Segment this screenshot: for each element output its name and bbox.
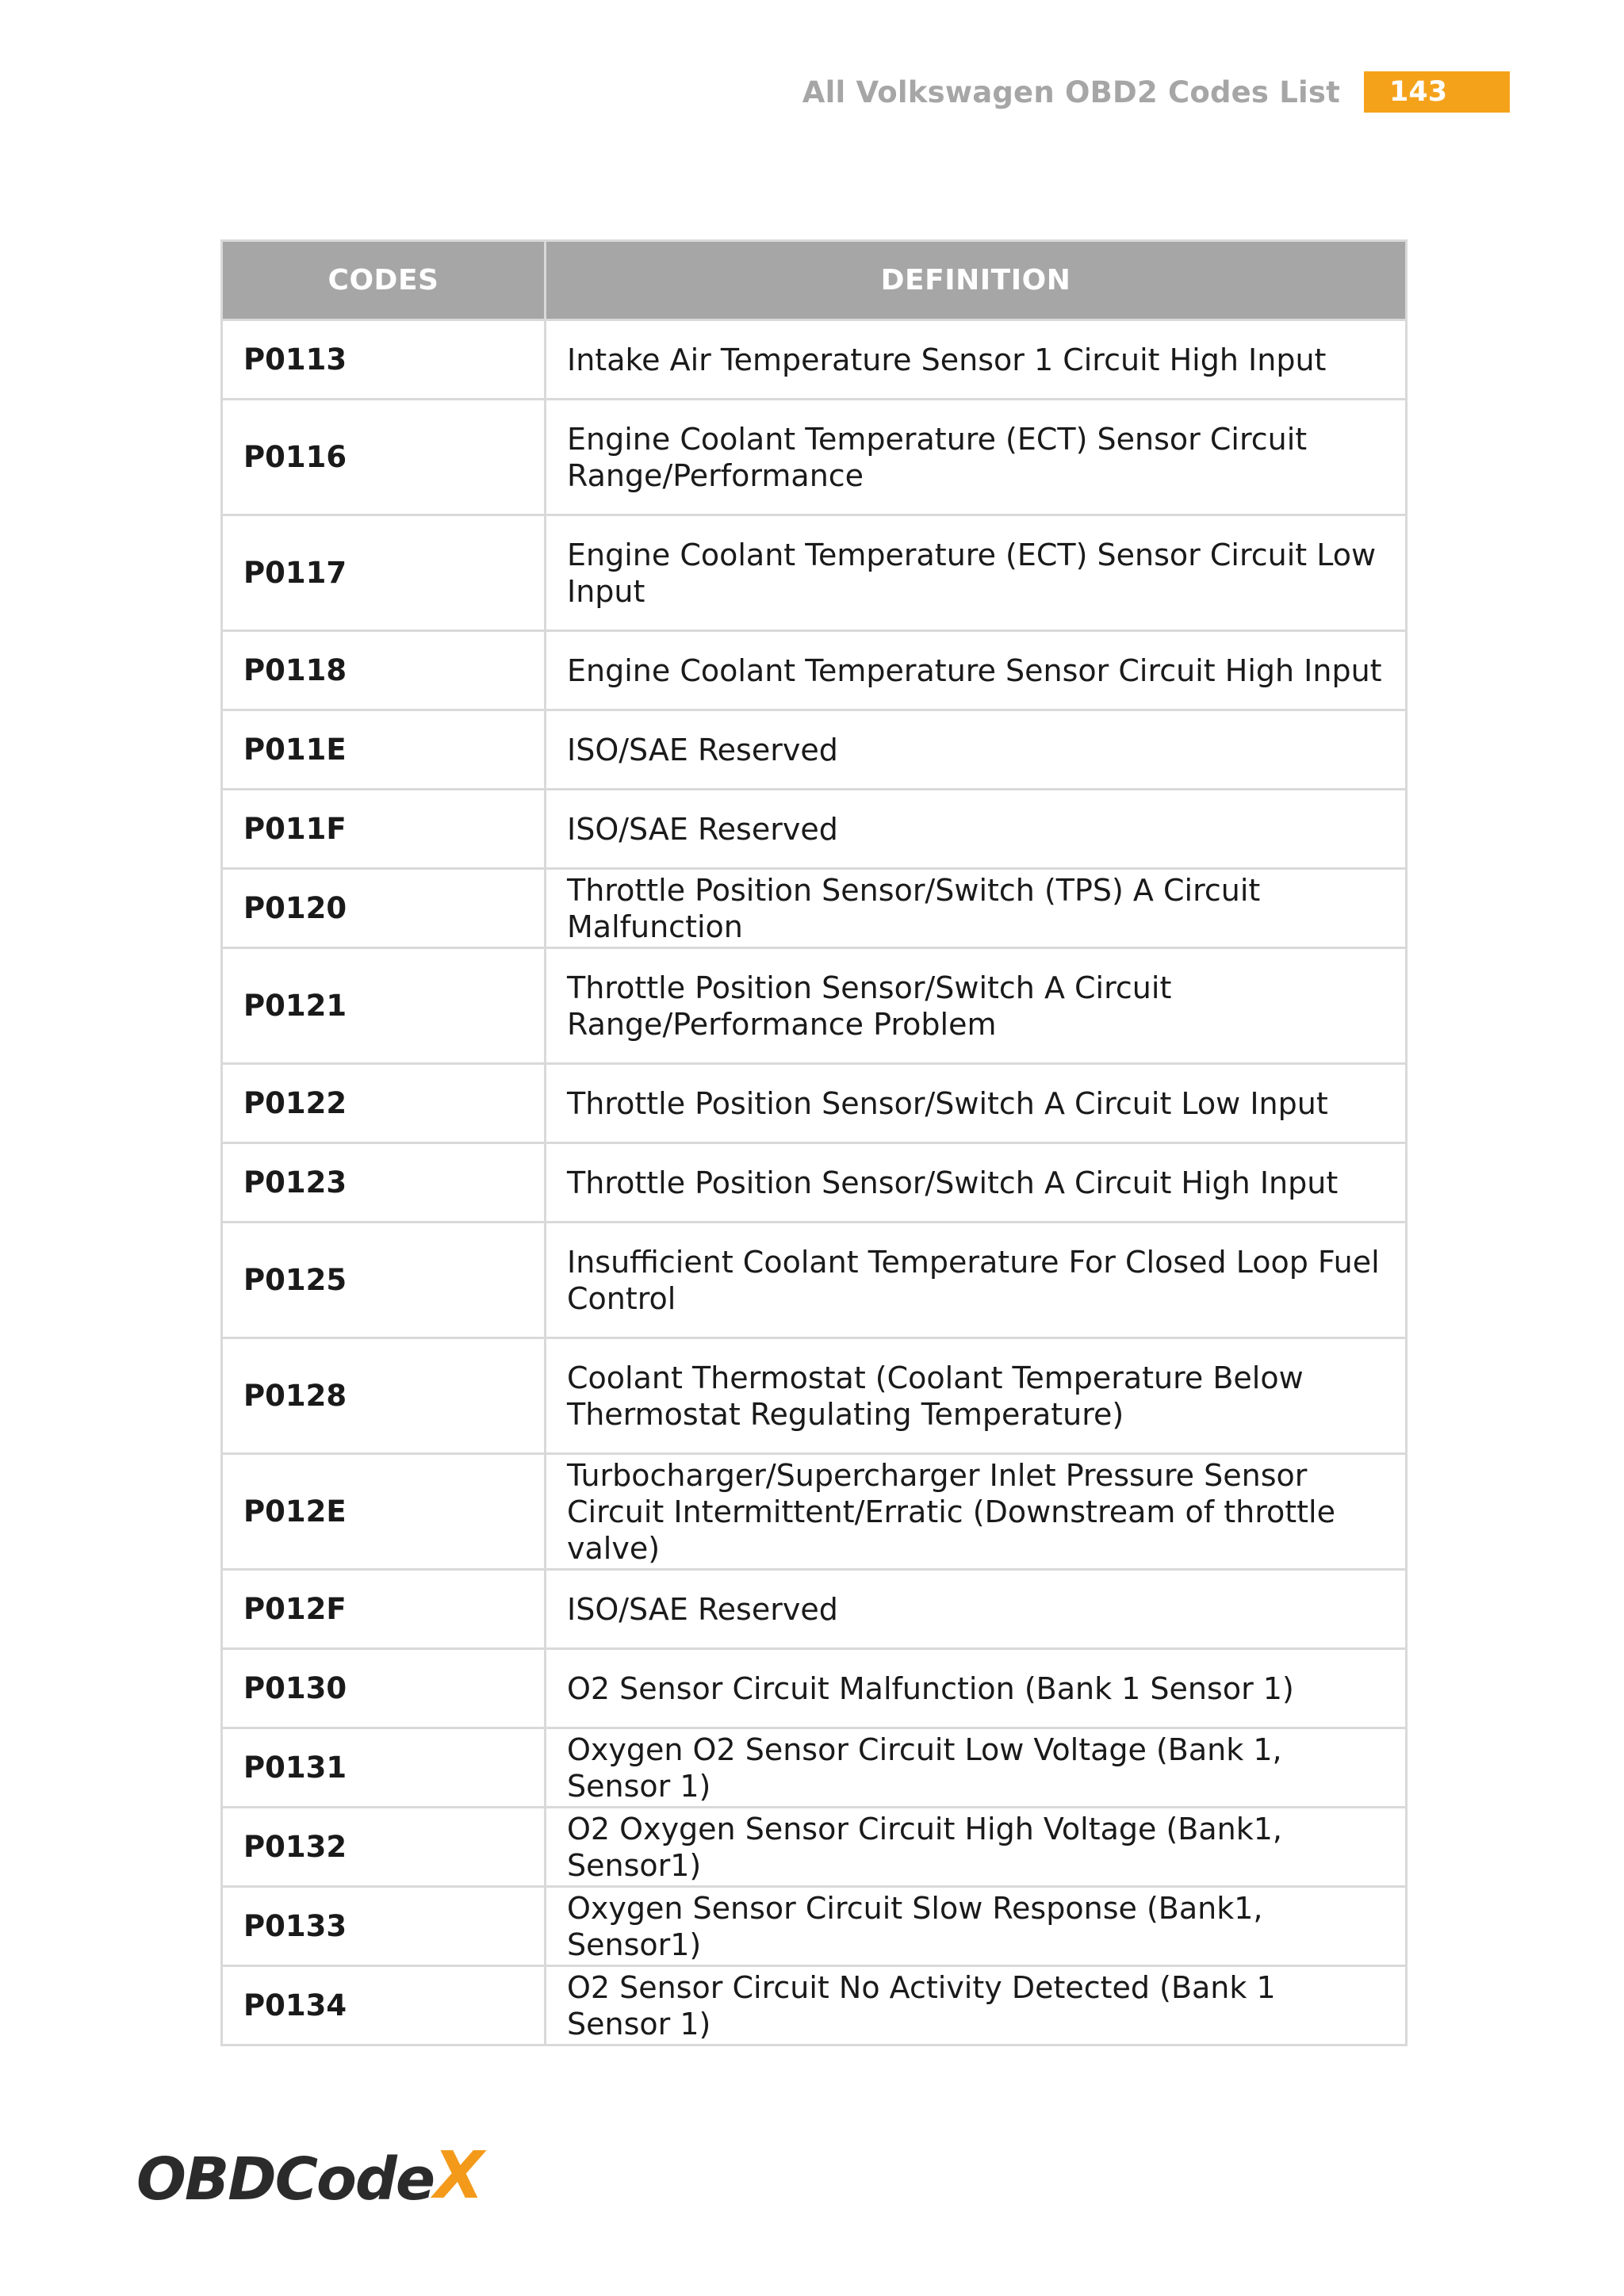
table-row (222, 320, 1407, 400)
logo-x-mark: X (434, 2138, 483, 2214)
code-cell: P0128 (222, 1338, 546, 1454)
definition-cell: Coolant Thermostat (Coolant Temperature Below Thermostat Regulating Temperature) (546, 1338, 1407, 1454)
table-row (222, 1966, 1407, 2045)
definition-cell: O2 Sensor Circuit No Activity Detected (Bank 1 Sensor 1) (546, 1966, 1407, 2045)
code-cell: P0113 (222, 320, 546, 400)
page-header (802, 71, 1510, 113)
obdcodex-logo (136, 2138, 483, 2214)
definition-cell: ISO/SAE Reserved (546, 1570, 1407, 1649)
code-cell: P0117 (222, 515, 546, 631)
code-cell: P0133 (222, 1887, 546, 1966)
code-cell: P011E (222, 710, 546, 790)
code-cell: P011F (222, 790, 546, 869)
table-row (222, 400, 1407, 515)
code-cell: P0134 (222, 1966, 546, 2045)
table-row (222, 1338, 1407, 1454)
code-cell: P0125 (222, 1223, 546, 1338)
code-cell: P012E (222, 1454, 546, 1570)
table-row (222, 790, 1407, 869)
definition-cell: Intake Air Temperature Sensor 1 Circuit High Input (546, 320, 1407, 400)
definition-cell: Throttle Position Sensor/Switch A Circuit Low Input (546, 1064, 1407, 1143)
definition-cell: O2 Sensor Circuit Malfunction (Bank 1 Sensor 1) (546, 1649, 1407, 1728)
document-title: All Volkswagen OBD2 Codes List (802, 75, 1340, 109)
code-cell: P0116 (222, 400, 546, 515)
table-row (222, 1223, 1407, 1338)
table-row (222, 1064, 1407, 1143)
table-row (222, 948, 1407, 1064)
page-number-badge: 143 (1364, 71, 1510, 113)
code-cell: P0132 (222, 1808, 546, 1887)
column-header-codes: CODES (222, 241, 546, 320)
definition-cell: O2 Oxygen Sensor Circuit High Voltage (Bank1, Sensor1) (546, 1808, 1407, 1887)
code-cell: P0131 (222, 1728, 546, 1808)
definition-cell: Throttle Position Sensor/Switch A Circuit High Input (546, 1143, 1407, 1223)
table-row (222, 710, 1407, 790)
table-row (222, 1887, 1407, 1966)
definition-cell: ISO/SAE Reserved (546, 710, 1407, 790)
table-header-row (222, 241, 1407, 320)
table-row (222, 1728, 1407, 1808)
definition-cell: Engine Coolant Temperature (ECT) Sensor Circuit Low Input (546, 515, 1407, 631)
code-cell: P0118 (222, 631, 546, 710)
definition-cell: Throttle Position Sensor/Switch (TPS) A Circuit Malfunction (546, 869, 1407, 948)
codes-table (220, 239, 1408, 2046)
definition-cell: Oxygen Sensor Circuit Slow Response (Bank1, Sensor1) (546, 1887, 1407, 1966)
table-row (222, 515, 1407, 631)
code-cell: P0120 (222, 869, 546, 948)
table-row (222, 1649, 1407, 1728)
definition-cell: Engine Coolant Temperature Sensor Circuit High Input (546, 631, 1407, 710)
definition-cell: Turbocharger/Supercharger Inlet Pressure Sensor Circuit Intermittent/Erratic (Downstream of throttle valve) (546, 1454, 1407, 1570)
definition-cell: Insufficient Coolant Temperature For Closed Loop Fuel Control (546, 1223, 1407, 1338)
code-cell: P012F (222, 1570, 546, 1649)
table-row (222, 869, 1407, 948)
definition-cell: ISO/SAE Reserved (546, 790, 1407, 869)
table-row (222, 1454, 1407, 1570)
code-cell: P0121 (222, 948, 546, 1064)
code-cell: P0130 (222, 1649, 546, 1728)
definition-cell: Oxygen O2 Sensor Circuit Low Voltage (Bank 1, Sensor 1) (546, 1728, 1407, 1808)
definition-cell: Engine Coolant Temperature (ECT) Sensor Circuit Range/Performance (546, 400, 1407, 515)
table-row (222, 1808, 1407, 1887)
definition-cell: Throttle Position Sensor/Switch A Circuit Range/Performance Problem (546, 948, 1407, 1064)
logo-wordmark: OBDCode (136, 2145, 435, 2214)
table-row (222, 631, 1407, 710)
code-cell: P0122 (222, 1064, 546, 1143)
column-header-definition: DEFINITION (546, 241, 1407, 320)
code-cell: P0123 (222, 1143, 546, 1223)
table-row (222, 1143, 1407, 1223)
table-row (222, 1570, 1407, 1649)
